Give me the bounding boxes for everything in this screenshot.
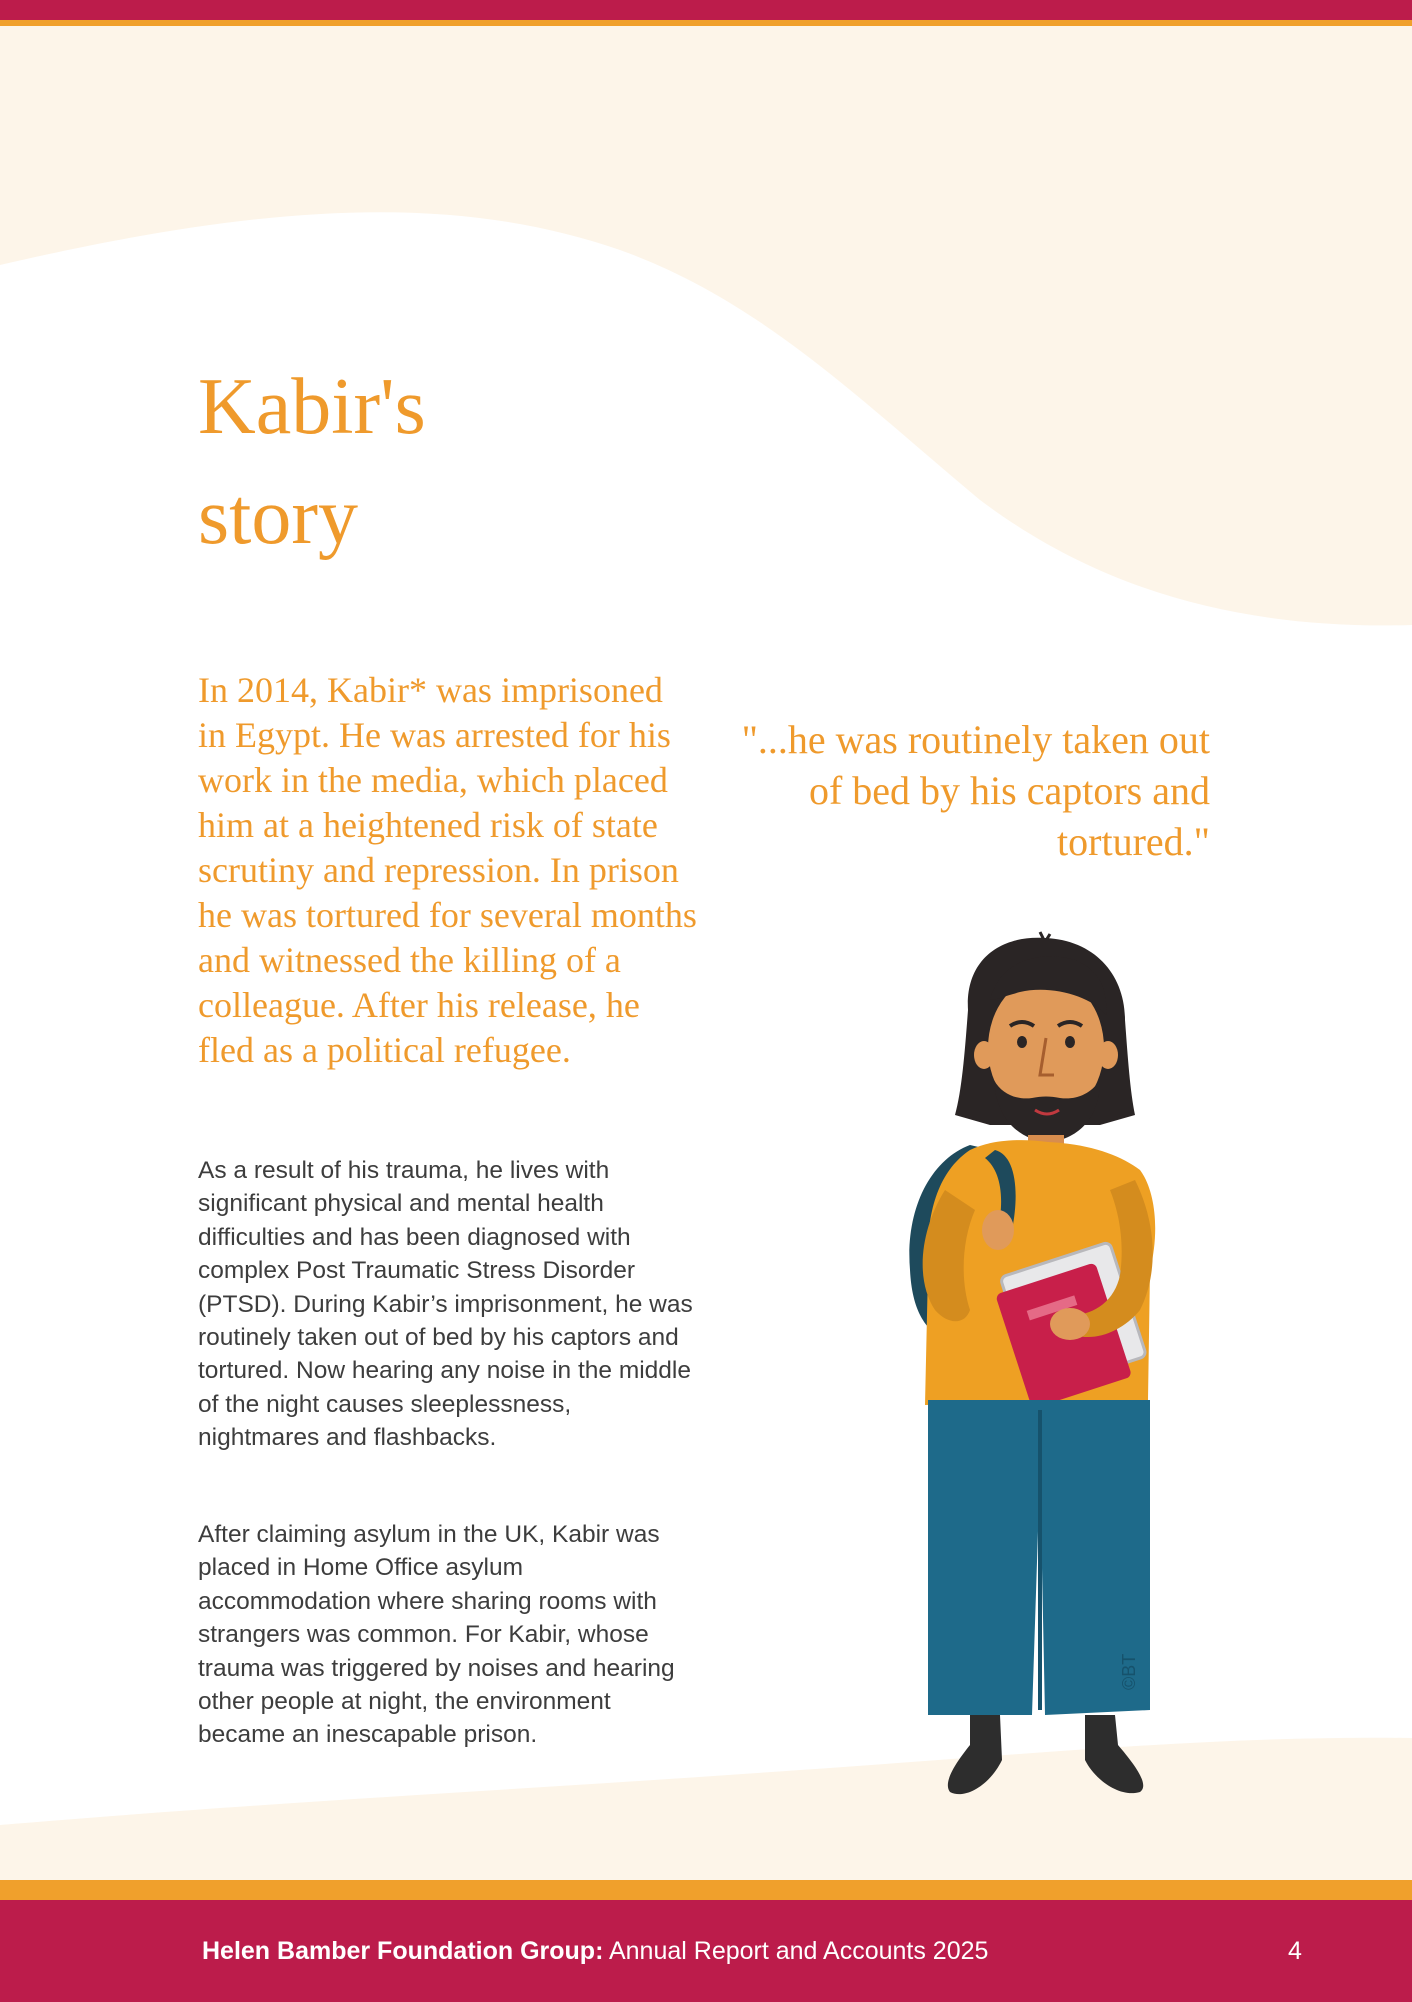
right-eye <box>1065 1036 1075 1048</box>
footer-text <box>202 1936 988 1966</box>
page-title <box>198 352 426 572</box>
illustration-credit: ©BT <box>1119 1653 1139 1690</box>
right-ear <box>1098 1041 1118 1069</box>
footer-organization: Helen Bamber Foundation Group: <box>202 1937 604 1965</box>
footer-report-title: Annual Report and Accounts 2025 <box>603 1937 989 1965</box>
page-title-line-2: story <box>198 473 358 561</box>
left-ear <box>974 1041 994 1069</box>
body-paragraph-1: As a result of his trauma, he lives with significant physical and mental health difficulties and has been diagnosed with complex Post Traumatic Stress Disorder (PTSD). During Kabir’s imprisonment, he was routinely taken out of bed by his captors and tortured. Now hearing any noise in the middle of the night causes sleeplessness, nightmares and flashbacks. <box>198 1157 693 1452</box>
bottom-accent-stripe <box>0 1880 1412 1900</box>
right-hand <box>1050 1308 1090 1340</box>
left-shoe <box>948 1715 1002 1794</box>
body-paragraph-2: After claiming asylum in the UK, Kabir was placed in Home Office asylum accommodation where sharing rooms with strangers was common. For Kabir, whose trauma was triggered by noises and hearing other people at night, the environment became an inescapable prison. <box>198 1521 675 1749</box>
kabir-illustration <box>850 930 1180 1810</box>
page-title-line-1: Kabir's <box>198 363 426 451</box>
footer-bar <box>0 1900 1412 2002</box>
top-accent-stripe <box>0 20 1412 26</box>
left-eye <box>1017 1036 1027 1048</box>
left-hand <box>982 1210 1014 1250</box>
top-banner-bar <box>0 0 1412 20</box>
pull-quote: "...he was routinely taken out of bed by his captors and tortured." <box>741 717 1210 864</box>
page-number: 4 <box>1288 1937 1302 1965</box>
right-shoe <box>1085 1715 1143 1793</box>
lead-paragraph: In 2014, Kabir* was imprisoned in Egypt. He was arrested for his work in the media, which placed him at a heightened risk of state scrutiny and repression. In prison he was tortured for several months and witnessed the killing of a colleague. After his release, he fled as a political refugee. <box>198 670 697 1070</box>
